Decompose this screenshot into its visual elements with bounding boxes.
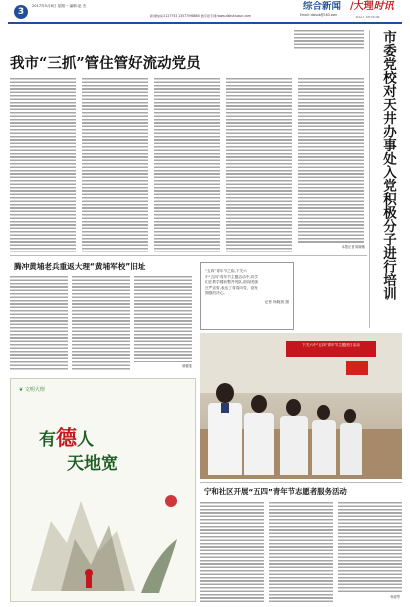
header-rule: [8, 22, 402, 24]
ad-line1-prefix: 有: [39, 430, 56, 450]
lead-article-body: [10, 78, 367, 252]
huangpu-byline: ·鹿健斐: [181, 364, 192, 368]
poem-line-4: 庄严宣誓,表达了青春向党、奋发: [205, 285, 258, 290]
poem-box: [200, 262, 294, 330]
header-email-line: Email: dalsxb@163.com: [300, 13, 338, 17]
photo-flag: [346, 361, 368, 375]
brand-pinyin: DALI SHIXUN: [356, 15, 380, 19]
volunteer-body: [200, 502, 402, 602]
ad-landscape-illustration: [21, 481, 187, 595]
lead-column-3: [154, 78, 220, 252]
brand-prefix: 大理: [353, 1, 374, 12]
section-label: 综合新闻: [303, 1, 342, 12]
poem-line-5: 图强的决心。: [205, 291, 228, 296]
huangpu-column-1: [10, 276, 68, 370]
brand-logo: [350, 0, 402, 14]
lead-column-1: [10, 78, 76, 252]
ad-brand-label: 文明大理: [24, 387, 45, 393]
side-headline-divider: [369, 30, 370, 328]
brand-slash: /: [350, 1, 354, 12]
volunteer-column-2: [269, 502, 333, 602]
ad-line1-suffix: 人: [77, 430, 94, 450]
photo-red-banner: [286, 341, 376, 357]
ad-brand: [19, 385, 89, 395]
side-article-body: [294, 30, 364, 50]
photo-banner-text: 下关六中“五四”青年节主题团日活动: [302, 343, 360, 347]
huangpu-body: [10, 276, 194, 370]
student-3: [280, 399, 308, 475]
volunteer-column-1: [200, 502, 264, 602]
huangpu-column-3: [134, 276, 192, 362]
lead-article-title: 我市“三抓”管住管好流动党员: [10, 55, 201, 72]
lead-column-4: [226, 78, 292, 252]
ceremony-photo: [200, 333, 402, 479]
huangpu-top-rule: [10, 255, 367, 256]
poem-line-3: 们在教学楼前整齐列队,面向团旗: [205, 280, 258, 285]
ad-painting: [21, 481, 187, 595]
page-header: [0, 0, 410, 30]
student-1: [208, 383, 242, 475]
huangpu-column-2: [72, 276, 130, 370]
ad-line1-red: 德: [56, 427, 77, 450]
lead-column-2: [82, 78, 148, 252]
header-contact-line: 新闻热线:2127753 13577098860 数字报专网:www.dalishiuxun.com: [150, 14, 251, 18]
poem-byline: 记者 杨晓茵 摄: [264, 299, 289, 304]
student-5: [340, 409, 362, 475]
volunteer-byline: ·杨春琴: [389, 595, 400, 599]
civility-ad: [10, 378, 196, 602]
side-headline: [372, 30, 406, 330]
volunteer-column-3: [338, 502, 402, 592]
brand-name: 时讯: [373, 1, 394, 12]
lead-byline: 本报记者 陈晓敏: [341, 245, 365, 249]
ad-slogan-line2: 天地宽: [67, 454, 118, 474]
header-date-line: 2017年5月8日 星期一 编辑:赵 杰: [32, 4, 87, 8]
poem-line-1: “五四”青年节之际,下关六: [205, 269, 247, 273]
page-number: 3: [17, 7, 25, 17]
volunteer-title: 宁和社区开展“五四”青年节志愿者服务活动: [204, 487, 347, 496]
side-headline-title: 市委党校对天井办事处入党积极分子进行培训: [380, 30, 396, 300]
volunteer-top-rule: [200, 482, 402, 483]
student-2: [244, 395, 274, 475]
poem-line-2: 中“五四”青年节主题活动中,同学: [205, 274, 258, 279]
ad-leaf-icon: ❦: [19, 387, 24, 393]
lead-column-5: [298, 78, 364, 243]
ad-slogan-line1: [39, 427, 159, 451]
student-4: [312, 405, 336, 475]
huangpu-title: 腾冲黄埔老兵重返大理“黄埔军校”旧址: [14, 262, 146, 271]
page-number-badge: [14, 5, 28, 19]
